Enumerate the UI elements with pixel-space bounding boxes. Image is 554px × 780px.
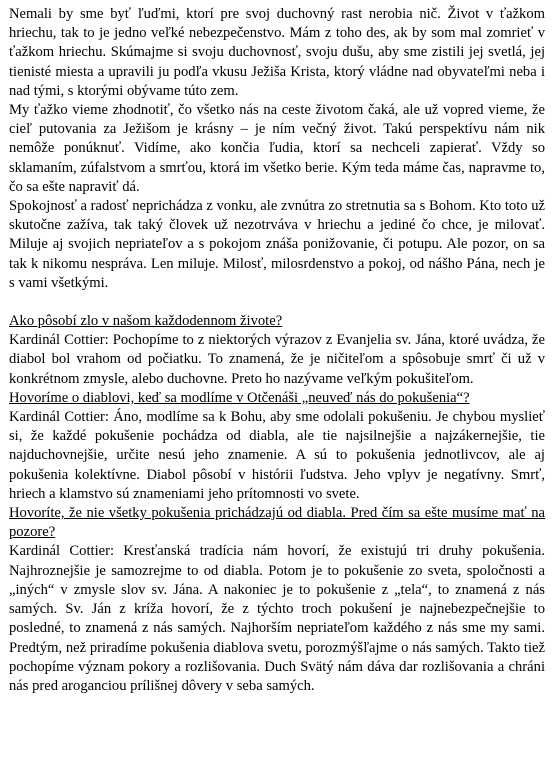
intro-paragraph-1: Nemali by sme byť ľuďmi, ktorí pre svoj duchovný rast nerobia nič. Život v ťažkom hriechu, tak to je jedno veľké nebezpečenstvo. Mám z toho des, ak by som mal zomrieť v ťažkom hriechu. Skúmajme si svoju duchovnosť, svoju dušu, aby sme zistili jej svetlá, jej tienisté miesta a upravili ju podľa vkusu Ježiša Krista, ktorý vládne nad obyvateľmi neba i nad tými, s ktorými obývame túto zem. (9, 6, 545, 99)
interview-question-3: Hovoríte, že nie všetky pokušenia prichádzajú od diabla. Pred čím sa ešte musíme mať na pozore? (9, 505, 545, 541)
interview-answer-2: Kardinál Cottier: Áno, modlíme sa k Bohu, aby sme odolali pokušeniu. Je chybou myslieť si, že každé pokušenie pochádza od diabla, ale tie najsilnejšie a najzákernejšie, tie najduchovnejšie, určite nesú jeho znamenie. A sú to pokušenia jednotlivcov, ale aj pokušenia kolektívne. Diabol pôsobí v histórii ľudstva. Jeho vplyv je negatívny. Smrť, hriech a klamstvo sú znameniami jeho prítomnosti vo svete. (9, 409, 545, 502)
interview-answer-1: Kardinál Cottier: Pochopíme to z niektorých výrazov z Evanjelia sv. Jána, ktoré uvádza, že diabol bol vrahom od počiatku. To znamená, že je ničiteľom a spôsobuje smrť či už v konkrétnom zmysle, alebo duchovne. Preto ho nazývame veľkým pokušiteľom. (9, 332, 545, 387)
interview-question-1: Ako pôsobí zlo v našom každodennom živote? (9, 313, 283, 330)
intro-paragraph-3: Spokojnosť a radosť neprichádza z vonku, ale zvnútra zo stretnutia sa s Bohom. Kto toto už skutočne zažíva, tak taký človek už nezotrváva v hriechu a jediné čo chce, je milovať. Miluje aj svojich nepriateľov a s pokojom znáša ponižovanie, či potupu. Ale pozor, on sa tak k nikomu nespráva. Len miluje. Milosť, milosrdenstvo a pokoj, od nášho Pána, nech je s vami všetkými. (9, 198, 545, 291)
intro-paragraph-2: My ťažko vieme zhodnotiť, čo všetko nás na ceste životom čaká, ale už vopred vieme, že cieľ putovania za Ježišom je krásny – je ním večný život. Takú perspektívu nám nik nemôže ponúknuť. Vidíme, ako končia ľudia, ktorí sa nechceli zapierať. Vždy so sklamaním, zúfalstvom a smrťou, ktorá im všetko berie. Kým teda máme čas, napravme to, čo sa ešte napraviť dá. (9, 102, 545, 195)
interview-answer-3: Kardinál Cottier: Kresťanská tradícia nám hovorí, že existujú tri druhy pokušenia. Najhroznejšie je samozrejme to od diabla. Potom je to pokušenie zo sveta, spoločnosti a „iných“ v zmysle slov sv. Jána. A nakoniec je to pokušenie z „tela“, to znamená z nás samých. Sv. Ján z kríža hovorí, že z týchto troch pokušení je najnebezpečnejšie to posledné, to znamená z nás samých. Najhorším nepriateľom každého z nás sme my sami. Predtým, než priradíme pokušenia diablova svetu, porozmýšľajme o nás samých. Takto tiež pochopíme význam pokory a rozlišovania. Duch Svätý nám dáva dar rozlišovania a chráni nás pred aroganciou prílišnej dôvery v seba samých. (9, 543, 545, 694)
section-spacer (9, 293, 545, 312)
interview-question-2: Hovoríme o diablovi, keď sa modlíme v Otčenáši „neuveď nás do pokušenia“? (9, 389, 470, 406)
